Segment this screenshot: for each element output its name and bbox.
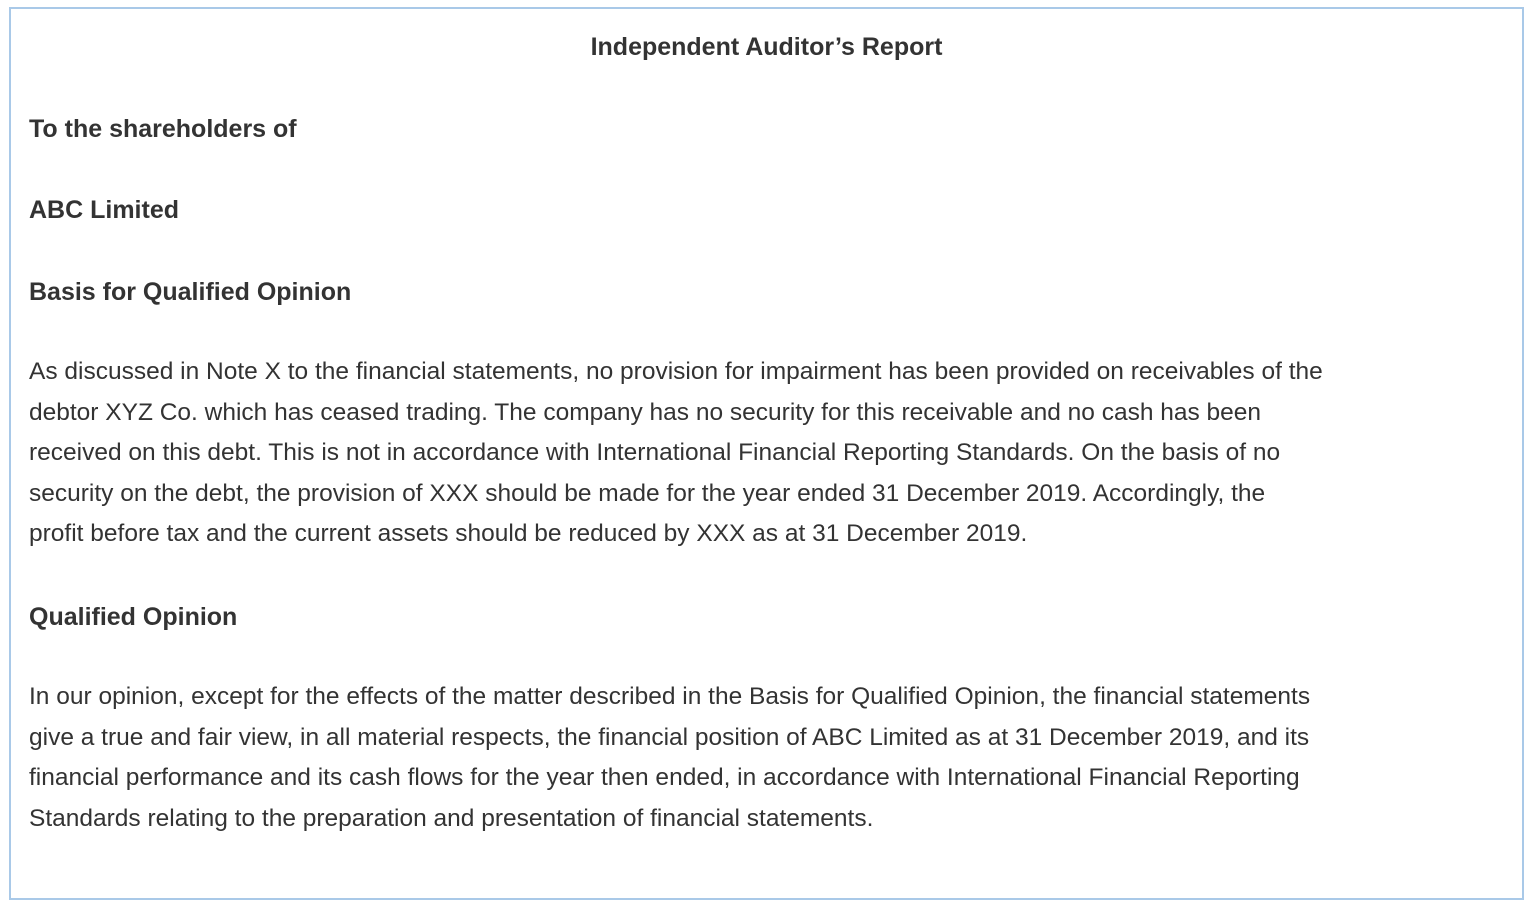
basis-line: As discussed in Note X to the financial statements, no provision for impairment has been provided on receivables of the (29, 358, 1323, 385)
basis-line: debtor XYZ Co. which has ceased trading. The company has no security for this receivable and no cash has been (29, 398, 1262, 426)
basis-heading: Basis for Qualified Opinion (29, 278, 352, 306)
opinion-line: give a true and fair view, in all material respects, the financial position of ABC Limited as at 31 December 2019, and its (29, 723, 1310, 751)
basis-line: security on the debt, the provision of XXX should be made for the year ended 31 December 2019. Accordingly, the (29, 479, 1266, 507)
addressee-company: ABC Limited (29, 196, 179, 224)
opinion-line: financial performance and its cash flows for the year then ended, in accordance with International Financial Reporting (29, 764, 1300, 792)
basis-paragraph (29, 352, 1509, 555)
report-frame (9, 7, 1524, 900)
basis-line: profit before tax and the current assets should be reduced by XXX as at 31 December 2019. (29, 520, 1028, 548)
opinion-line: Standards relating to the preparation and presentation of financial statements. (29, 804, 874, 832)
opinion-line: In our opinion, except for the effects of the matter described in the Basis for Qualified Opinion, the financial statements (29, 683, 1311, 710)
report-title: Independent Auditor’s Report (590, 33, 943, 61)
basis-line: received on this debt. This is not in accordance with International Financial Reporting Standards. On the basis of no (29, 439, 1281, 467)
opinion-heading: Qualified Opinion (29, 603, 238, 631)
addressee-line-1: To the shareholders of (29, 115, 297, 143)
opinion-paragraph (29, 677, 1509, 839)
